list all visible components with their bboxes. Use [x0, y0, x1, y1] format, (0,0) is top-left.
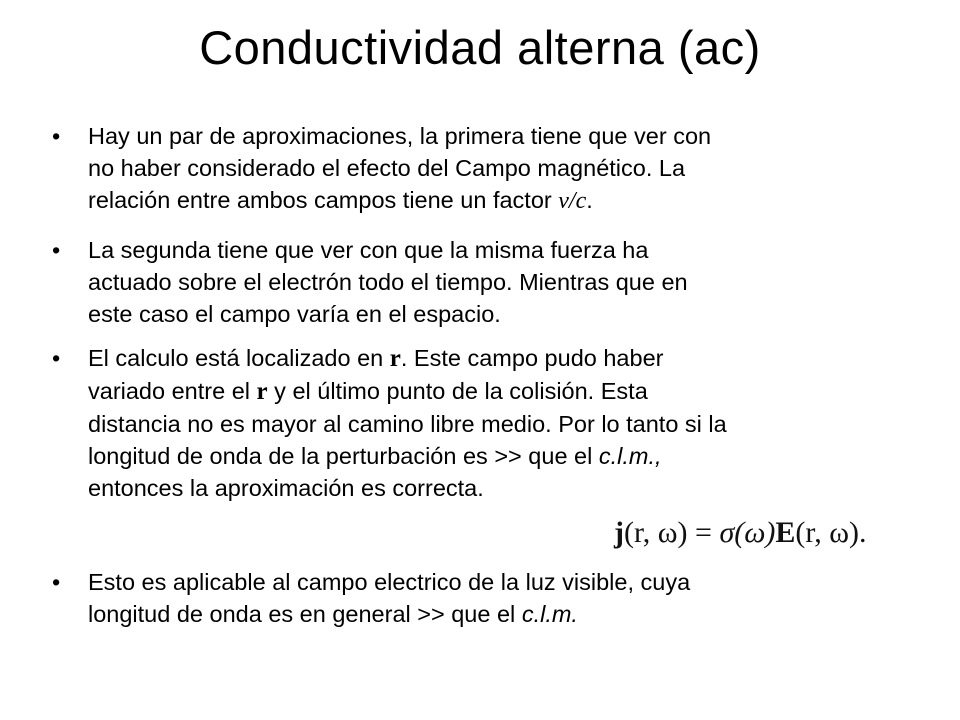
bullet-item-4: [52, 566, 912, 630]
bullet-line: [88, 598, 918, 630]
formula-args: (r, ω): [795, 516, 859, 549]
bullet-line-text: longitud de onda es en general >> que el: [88, 601, 522, 627]
bullet-line-text: variado entre el: [88, 378, 257, 404]
formula-sigma: σ(ω): [719, 516, 776, 549]
bullet-marker: •: [52, 123, 61, 149]
bullet-line: este caso el campo varía en el espacio.: [88, 301, 501, 327]
formula-E: E: [775, 516, 796, 549]
bullet-line: no haber considerado el efecto del Campo magnético. La: [88, 155, 686, 181]
formula-args: (r, ω): [624, 516, 688, 549]
bullet-line-text: y el último punto de la colisión. Esta: [267, 378, 648, 404]
bullet-marker: •: [52, 345, 61, 371]
formula-ohms-law-ac: [614, 512, 926, 554]
bullet-line: [88, 375, 918, 408]
bullet-line-text: relación entre ambos campos tiene un factor: [88, 187, 559, 213]
bullet-line: La segunda tiene que ver con que la misma fuerza ha: [88, 237, 649, 263]
bullet-line: actuado sobre el electrón todo el tiempo. Mientras que en: [88, 269, 688, 295]
bullet-line: [88, 342, 918, 375]
bullet-item-1: [52, 120, 912, 216]
clm-abbreviation: c.l.m.,: [598, 443, 662, 469]
bullet-line: distancia no es mayor al camino libre medio. Por lo tanto si la: [88, 411, 727, 437]
bullet-line-text: . Este campo pudo haber: [400, 345, 664, 371]
bullet-text: [88, 566, 918, 630]
formula-end: .: [858, 516, 867, 549]
bullet-marker: •: [52, 237, 61, 263]
bullet-line: Hay un par de aproximaciones, la primera tiene que ver con: [88, 123, 712, 149]
bullet-line-end: .: [586, 187, 593, 213]
bullet-line: [88, 440, 918, 472]
formula-j: j: [614, 516, 624, 549]
bullet-text: [88, 342, 918, 504]
bullet-line: [88, 184, 918, 217]
slide-title: Conductividad alterna (ac): [199, 21, 761, 74]
bullet-line: Esto es aplicable al campo electrico de la luz visible, cuya: [88, 569, 691, 595]
bullet-item-3: [52, 342, 912, 506]
math-v-over-c: v/c: [558, 188, 587, 214]
bullet-item-2: [52, 234, 912, 330]
bullet-text: [88, 120, 918, 217]
bullet-line: entonces la aproximación es correcta.: [88, 475, 484, 501]
bullet-line-text: longitud de onda de la perturbación es >> que el: [88, 443, 599, 469]
math-r: r: [256, 378, 268, 405]
bullet-line-text: El calculo está localizado en: [88, 345, 390, 371]
formula-equals: =: [687, 516, 720, 549]
bullet-text: [88, 234, 918, 330]
math-r: r: [389, 345, 401, 372]
bullet-marker: •: [52, 569, 61, 595]
clm-abbreviation: c.l.m.: [521, 601, 578, 627]
